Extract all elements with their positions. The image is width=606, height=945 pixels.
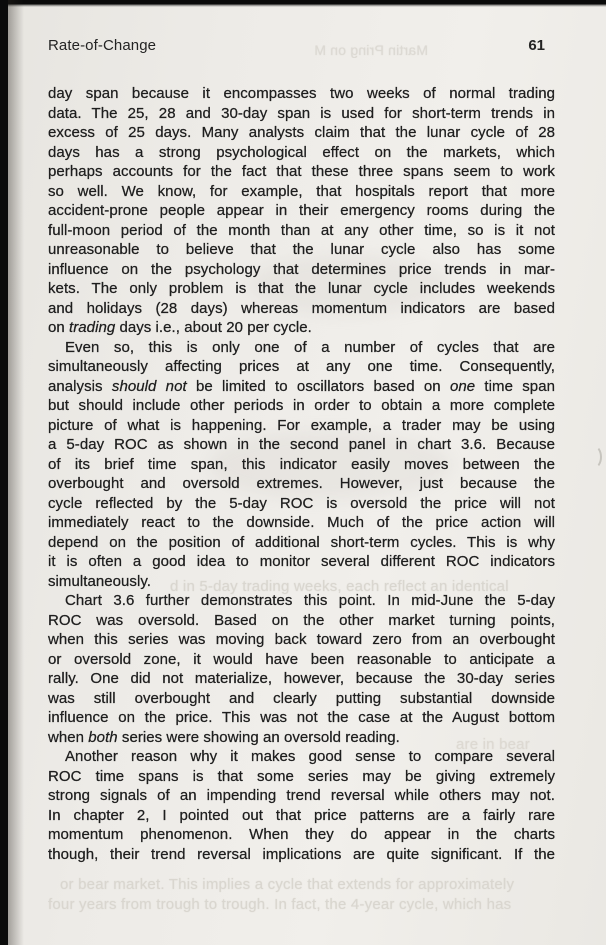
text-line: ROC was oversold. Based on the other market turning points, <box>48 611 555 629</box>
text-line: cycle reflected by the 5-day ROC is oversold the price will not <box>48 494 555 512</box>
text-line: rally. One did not materialize, however, because the 30-day series <box>48 670 555 687</box>
text-line: picture of what is happening. For example, a trader may be using <box>48 416 555 434</box>
scan-border-top <box>0 0 606 7</box>
text-line: perhaps accounts for the fact that these three spans seem to work <box>48 163 555 180</box>
text-line: or oversold zone, it would have been reasonable to anticipate a <box>48 650 555 668</box>
text-line: data. The 25, 28 and 30-day span is used for short-term trends in <box>48 104 555 122</box>
text-line: when this series was moving back toward zero from an overbought <box>48 631 555 648</box>
text-line: it is often a good idea to monitor several different ROC indicators <box>48 553 555 570</box>
bleed-through-fragment-right: are in bear <box>456 736 530 753</box>
text-line: unreasonable to believe that the lunar cycle also has some <box>48 241 555 258</box>
text-line: immediately react to the downside. Much of the price action will <box>48 514 555 531</box>
running-header <box>48 37 555 54</box>
text-line: though, their trend reversal implications are quite significant. If the <box>48 845 555 863</box>
scan-gutter-shadow <box>8 0 24 945</box>
text-line: analysis should not be limited to oscillators based on one time span <box>48 377 555 395</box>
text-line: simultaneously affecting prices at any one time. Consequently, <box>48 358 555 375</box>
text-line: accident-prone people appear in their emergency rooms during the <box>48 202 555 219</box>
text-line: strong signals of an impending trend reversal while others may not. <box>48 787 555 804</box>
text-line: was still overbought and clearly putting substantial downside <box>48 689 555 707</box>
text-line: overbought and oversold extremes. However, just because the <box>48 475 555 492</box>
text-line: a 5-day ROC as shown in the second panel in chart 3.6. Because <box>48 436 555 453</box>
text-line: Chart 3.6 further demonstrates this point. In mid-June the 5-day <box>65 592 555 609</box>
text-line: influence on the price. This was not the case at the August bottom <box>48 709 555 726</box>
bleed-through-line-bottom-1: or bear market. This implies a cycle that extends for approximately <box>60 876 515 893</box>
text-line: when both series were showing an oversold reading. <box>48 728 400 746</box>
text-line: day span because it encompasses two weeks of normal trading <box>48 85 555 102</box>
page-number: 61 <box>528 37 545 54</box>
text-line: Another reason why it makes good sense to compare several <box>65 748 555 765</box>
bleed-through-header-mirrored: Martin Pring on M <box>314 42 428 58</box>
text-line: and holidays (28 days) whereas momentum indicators are based <box>48 299 555 317</box>
text-line: so well. We know, for example, that hospitals report that more <box>48 182 555 200</box>
text-line: Even so, this is only one of a number of cycles that are <box>65 338 555 356</box>
text-line: ROC time spans is that some series may be giving extremely <box>48 767 555 785</box>
text-line: kets. The only problem is that the lunar cycle includes weekends <box>48 280 555 297</box>
page-curl-mark <box>585 445 602 469</box>
scan-border-left <box>0 0 8 945</box>
text-line: full-moon period of the month than at any other time, so is it not <box>48 221 555 239</box>
text-line: simultaneously. <box>48 572 152 590</box>
text-line: days has a strong psychological effect on the markets, which <box>48 143 555 161</box>
text-line: depend on the position of additional short-term cycles. This is why <box>48 533 555 551</box>
text-line: influence on the psychology that determines price trends in mar- <box>48 260 555 278</box>
text-line: excess of 25 days. Many analysts claim that the lunar cycle of 28 <box>48 124 555 141</box>
running-title: Rate-of-Change <box>48 37 157 54</box>
text-line: but should include other periods in order to obtain a more complete <box>48 397 555 414</box>
text-line: of its brief time span, this indicator easily moves between the <box>48 455 555 473</box>
text-line: In chapter 2, I pointed out that price patterns are a fairly rare <box>48 806 555 824</box>
bleed-through-line-mid: d in 5-day trading weeks, each reflect an identical <box>170 578 509 595</box>
text-line: momentum phenomenon. When they do appear in the charts <box>48 826 555 843</box>
bleed-through-line-bottom-2: four years from trough to trough. In fact, the 4-year cycle, which has <box>48 896 512 913</box>
text-line: on trading days i.e., about 20 per cycle. <box>48 319 312 336</box>
body-text <box>48 84 555 864</box>
